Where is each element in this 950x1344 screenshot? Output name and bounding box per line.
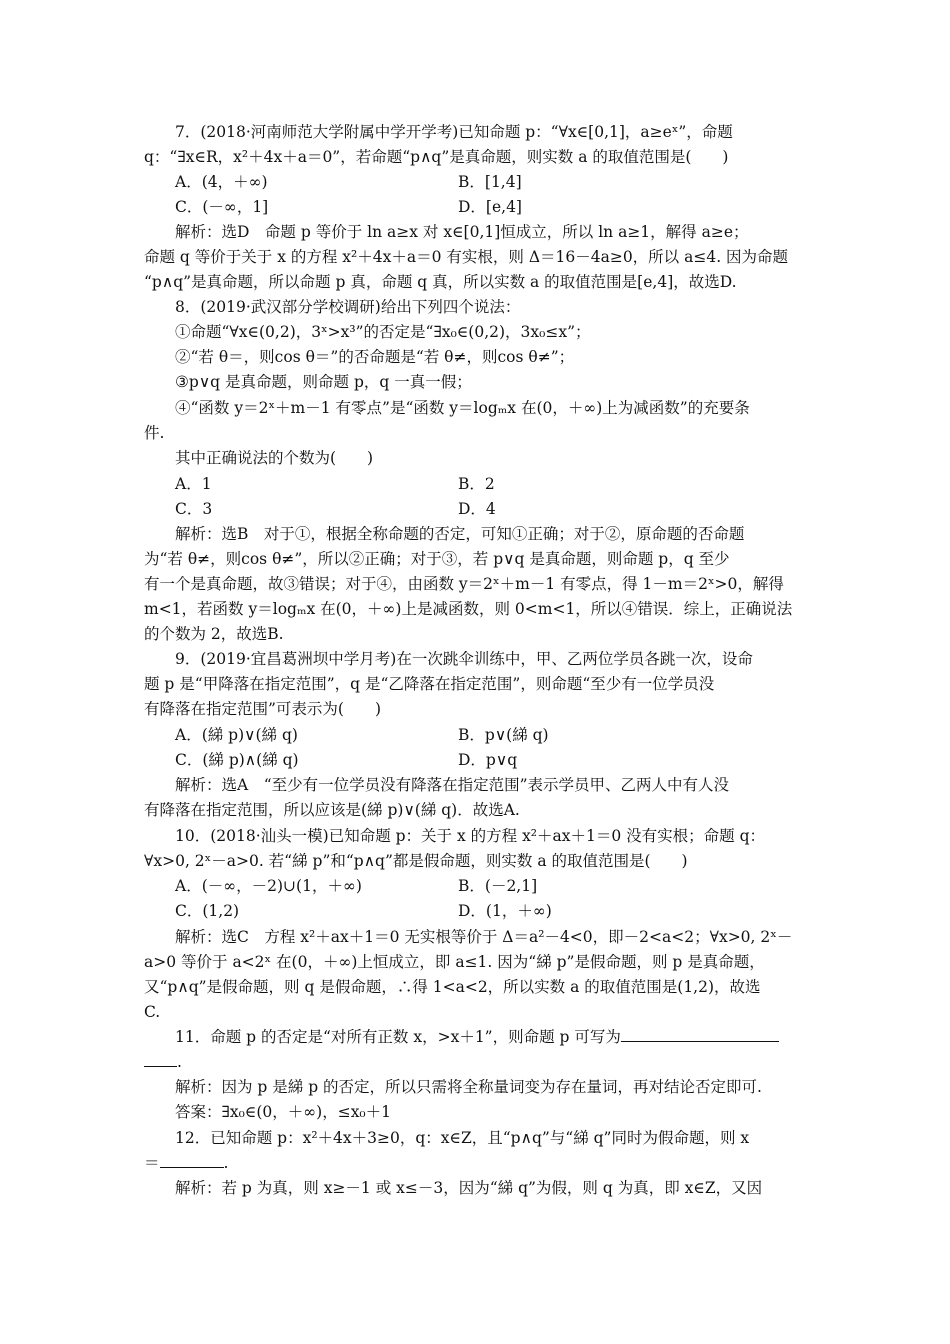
problem-8-option-a: A．1	[175, 475, 212, 493]
problem-9-stem-cont: 题 p 是“甲降落在指定范围”，q 是“乙降落在指定范围”，则命题“至少有一位学员没	[144, 675, 715, 693]
problem-9-option-c: C．(綈 p)∧(綈 q)	[175, 751, 299, 769]
problem-9-option-a: A．(綈 p)∨(綈 q)	[175, 726, 298, 744]
problem-9-solution-cont: 有降落在指定范围，所以应该是(綈 p)∨(綈 q)．故选A.	[144, 801, 520, 819]
problem-8-statement-1: ①命题“∀x∈(0,2)，3ˣ>x³”的否定是“∃x₀∈(0,2)，3x₀≤x”；	[175, 323, 591, 341]
problem-8-statement-3: ③p∨q 是真命题，则命题 p，q 一真一假；	[175, 373, 472, 391]
problem-8-statement-4-cont: 件.	[144, 424, 165, 442]
answer-blank	[144, 1052, 177, 1067]
answer-blank	[621, 1027, 779, 1042]
problem-9-option-d: D．p∨q	[458, 751, 518, 769]
problem-9-solution: 解析：选A “至少有一位学员没有降落在指定范围”表示学员甲、乙两人中有人没	[175, 776, 730, 794]
problem-7-option-c: C．(－∞，1]	[175, 198, 269, 216]
problem-8-solution: 解析：选B 对于①，根据全称命题的否定，可知①正确；对于②，原命题的否命题	[175, 525, 745, 543]
problem-10-stem-cont: ∀x>0, 2ˣ－a>0. 若“綈 p”和“p∧q”都是假命题，则实数 a 的取值范围是( )	[144, 852, 688, 870]
problem-8-statement-4: ④“函数 y＝2ˣ＋m－1 有零点”是“函数 y＝logₘx 在(0，＋∞)上为减函数”的充要条	[175, 399, 750, 417]
problem-10-option-d: D．(1，＋∞)	[458, 902, 552, 920]
problem-11-stem	[175, 1026, 779, 1048]
problem-12-period: .	[223, 1154, 229, 1172]
problem-10-stem: 10．(2018·汕头一模)已知命题 p：关于 x 的方程 x²＋ax＋1＝0 没有实根；命题 q：	[175, 827, 766, 845]
problem-10-option-b: B．(－2,1]	[458, 877, 538, 895]
problem-12-equals: ＝	[144, 1154, 160, 1172]
problem-11-answer: 答案：∃x₀∈(0，＋∞)，≤x₀＋1	[175, 1103, 392, 1121]
problem-8-stem: 8．(2019·武汉部分学校调研)给出下列四个说法：	[175, 298, 521, 316]
problem-7-stem: 7．(2018·河南师范大学附属中学开学考)已知命题 p：“∀x∈[0,1]，a≥eˣ”，命题	[175, 123, 733, 141]
problem-7-stem-cont: q：“∃x∈R，x²＋4x＋a＝0”，若命题“p∧q”是真命题，则实数 a 的取值范围是( )	[144, 148, 729, 166]
problem-9-stem: 9．(2019·宜昌葛洲坝中学月考)在一次跳伞训练中，甲、乙两位学员各跳一次，设命	[175, 650, 753, 668]
problem-10-option-a: A．(－∞，－2)∪(1，＋∞)	[175, 877, 362, 895]
problem-10-solution-cont: a>0 等价于 a<2ˣ 在(0，＋∞)上恒成立，即 a≤1. 因为“綈 p”是假命题，则 p 是真命题，	[144, 953, 765, 971]
problem-8-option-d: D．4	[458, 500, 496, 518]
problem-11-stem-text: 11．命题 p 的否定是“对所有正数 x，>x＋1”，则命题 p 可写为	[175, 1028, 621, 1046]
problem-7-solution: 解析：选D 命题 p 等价于 ln a≥x 对 x∈[0,1]恒成立，所以 ln a≥1，解得 a≥e；	[175, 223, 749, 241]
problem-7-solution-cont: 命题 q 等价于关于 x 的方程 x²＋4x＋a＝0 有实根，则 Δ＝16－4a≥0，所以 a≤4. 因为命题	[144, 248, 789, 266]
problem-12-solution: 解析：若 p 为真，则 x≥－1 或 x≤－3，因为“綈 q”为假，则 q 为真，即 x∈Z，又因	[175, 1179, 763, 1197]
problem-11-solution: 解析：因为 p 是綈 p 的否定，所以只需将全称量词变为存在量词，再对结论否定即可.	[175, 1078, 762, 1096]
problem-8-option-c: C．3	[175, 500, 213, 518]
problem-7-option-b: B．[1,4]	[458, 173, 522, 191]
problem-10-solution: 解析：选C 方程 x²＋ax＋1＝0 无实根等价于 Δ＝a²－4<0，即－2<a<2；∀x>0, 2ˣ－	[175, 928, 793, 946]
problem-8-option-b: B．2	[458, 475, 495, 493]
answer-blank	[160, 1153, 224, 1168]
problem-8-statement-2: ②“若 θ＝，则cos θ＝”的否命题是“若 θ≠，则cos θ≠”；	[175, 348, 575, 366]
problem-7-option-d: D．[e,4]	[458, 198, 522, 216]
problem-11-stem-cont	[144, 1051, 182, 1073]
problem-7-option-a: A．(4，＋∞)	[175, 173, 268, 191]
problem-10-option-c: C．(1,2)	[175, 902, 240, 920]
problem-11-period: .	[177, 1053, 182, 1071]
problem-7-solution-cont: “p∧q”是真命题，所以命题 p 真，命题 q 真，所以实数 a 的取值范围是[e,4]，故选D.	[144, 273, 737, 291]
problem-12-stem-cont	[144, 1152, 228, 1174]
problem-8-question: 其中正确说法的个数为( )	[175, 449, 374, 467]
problem-10-solution-cont: C.	[144, 1003, 161, 1021]
problem-9-stem-cont: 有降落在指定范围”可表示为( )	[144, 700, 382, 718]
problem-8-solution-cont: 有一个是真命题，故③错误；对于④，由函数 y＝2ˣ＋m－1 有零点，得 1－m＝2ˣ>0，解得	[144, 575, 784, 593]
problem-12-stem: 12．已知命题 p：x²＋4x＋3≥0，q：x∈Z，且“p∧q”与“綈 q”同时为假命题，则 x	[175, 1129, 750, 1147]
problem-9-option-b: B．p∨(綈 q)	[458, 726, 549, 744]
problem-8-solution-cont: 为“若 θ≠，则cos θ≠”，所以②正确；对于③，若 p∨q 是真命题，则命题 p，q 至少	[144, 550, 730, 568]
problem-10-solution-cont: 又“p∧q”是假命题，则 q 是假命题，∴得 1<a<2，所以实数 a 的取值范围是(1,2)，故选	[144, 978, 761, 996]
problem-8-solution-cont: m<1，若函数 y＝logₘx 在(0，＋∞)上是减函数，则 0<m<1，所以④错误．综上，正确说法	[144, 600, 793, 618]
problem-8-solution-cont: 的个数为 2，故选B.	[144, 625, 284, 643]
